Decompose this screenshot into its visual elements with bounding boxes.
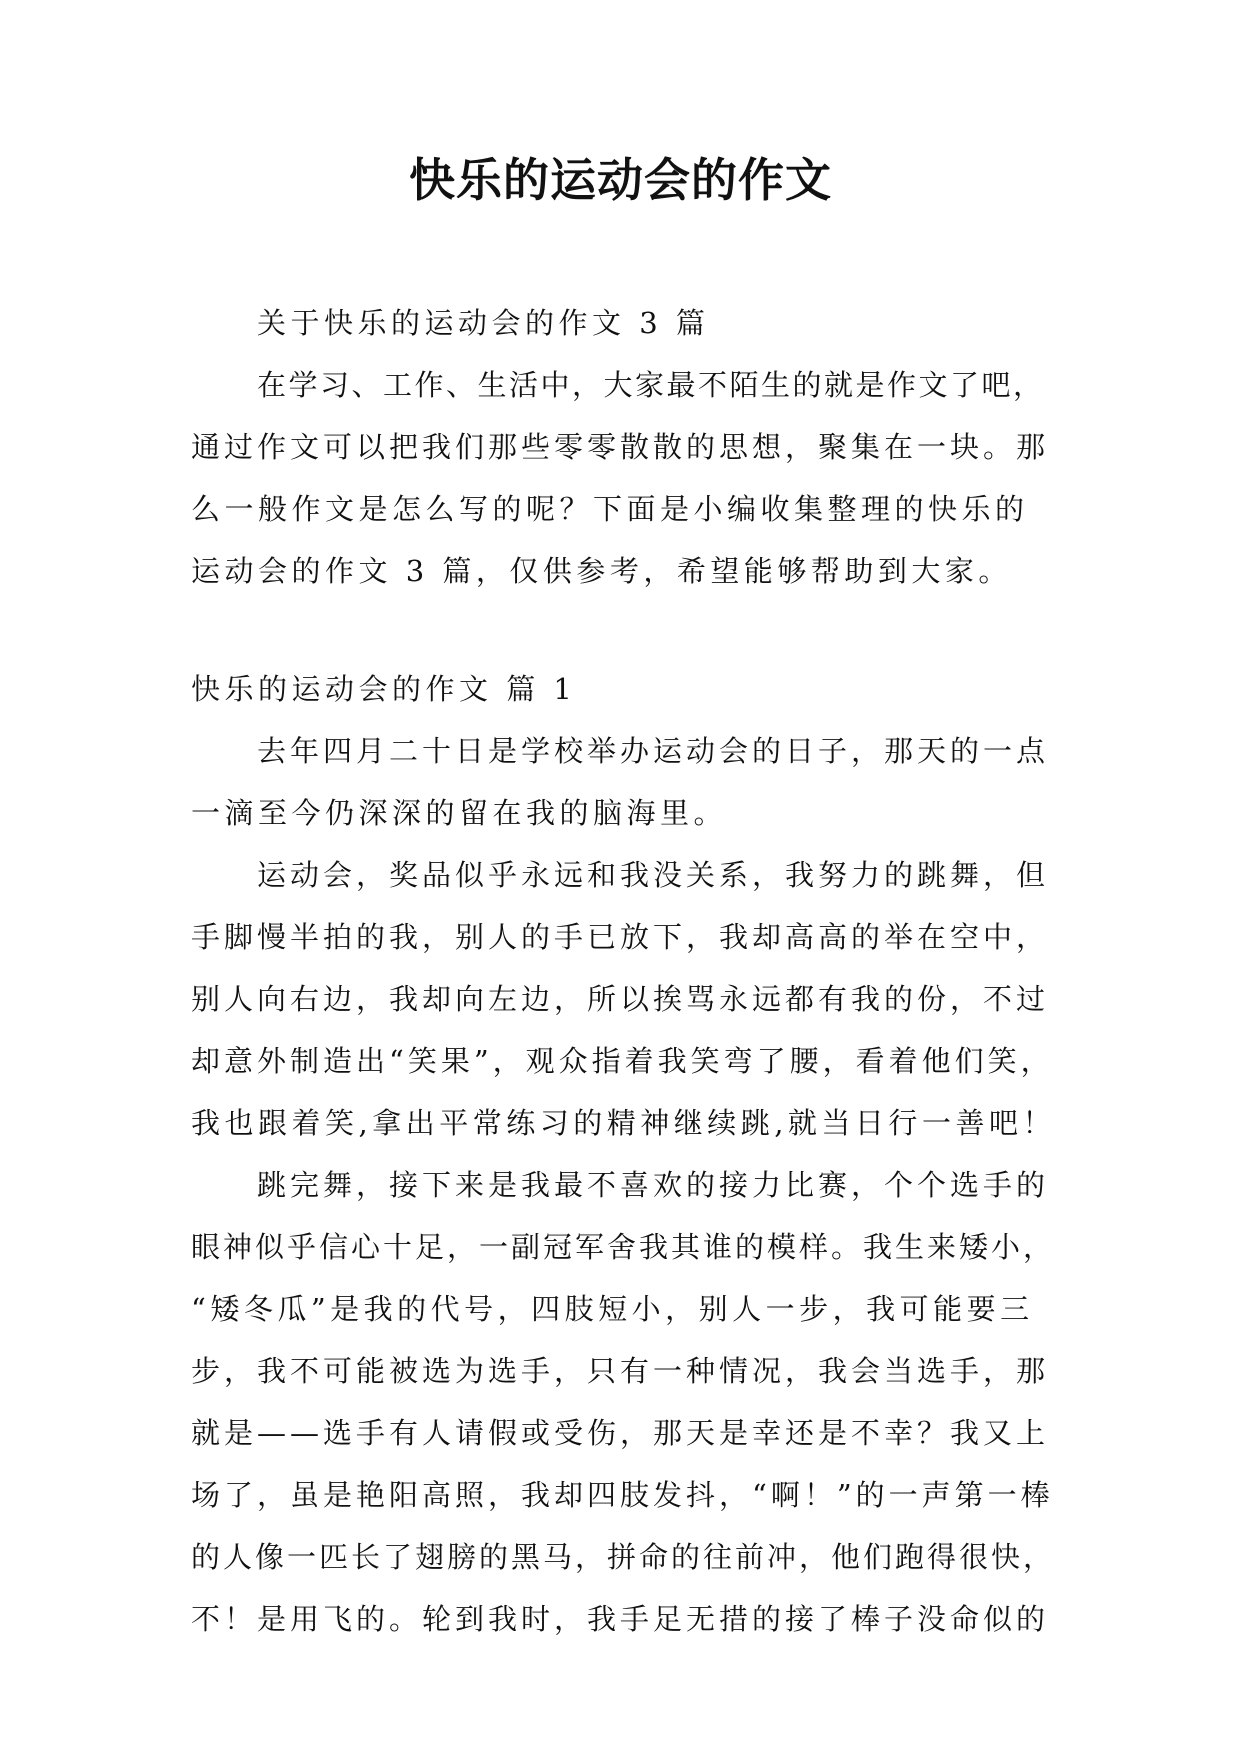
text-line: 步，我不可能被选为选手，只有一种情况，我会当选手，那 bbox=[191, 1354, 1050, 1388]
text-line: 眼神似乎信心十足，一副冠军舍我其谁的模样。我生来矮小， bbox=[191, 1230, 1056, 1264]
text-line: 别人向右边，我却向左边，所以挨骂永远都有我的份，不过 bbox=[191, 982, 1050, 1016]
text-line: “矮冬瓜”是我的代号，四肢短小，别人一步，我可能要三 bbox=[191, 1292, 1034, 1326]
text-line: 手脚慢半拍的我，别人的手已放下，我却高高的举在空中， bbox=[191, 920, 1050, 954]
text-line: 么一般作文是怎么写的呢？下面是小编收集整理的快乐的 bbox=[191, 492, 1029, 526]
document-title: 快乐的运动会的作文 bbox=[409, 153, 832, 207]
text-line: 运动会，奖品似乎永远和我没关系，我努力的跳舞，但 bbox=[257, 858, 1050, 892]
text-line: 去年四月二十日是学校举办运动会的日子，那天的一点 bbox=[257, 734, 1050, 768]
text-line: 一滴至今仍深深的留在我的脑海里。 bbox=[191, 796, 728, 830]
text-line: 就是——选手有人请假或受伤，那天是幸还是不幸？我又上 bbox=[191, 1416, 1050, 1450]
text-line: 却意外制造出“笑果”，观众指着我笑弯了腰，看着他们笑， bbox=[191, 1044, 1054, 1078]
text-line: 关于快乐的运动会的作文 3 篇 bbox=[257, 306, 710, 340]
text-line: 跳完舞，接下来是我最不喜欢的接力比赛，个个选手的 bbox=[257, 1168, 1050, 1202]
text-line: 不！是用飞的。轮到我时，我手足无措的接了棒子没命似的 bbox=[191, 1602, 1050, 1636]
text-line: 我也跟着笑,拿出平常练习的精神继续跳,就当日行一善吧！ bbox=[191, 1106, 1056, 1140]
text-line: 场了，虽是艳阳高照，我却四肢发抖，“啊！”的一声第一棒 bbox=[191, 1478, 1054, 1512]
section-heading: 快乐的运动会的作文 篇 1 bbox=[191, 672, 577, 706]
text-line: 运动会的作文 3 篇，仅供参考，希望能够帮助到大家。 bbox=[191, 554, 1012, 588]
document-body bbox=[191, 292, 1055, 1650]
text-line: 通过作文可以把我们那些零零散散的思想，聚集在一块。那 bbox=[191, 430, 1050, 464]
section-gap bbox=[191, 602, 1055, 658]
text-line: 在学习、工作、生活中，大家最不陌生的就是作文了吧， bbox=[257, 368, 1045, 402]
text-line: 的人像一匹长了翅膀的黑马，拼命的往前冲，他们跑得很快， bbox=[191, 1540, 1056, 1574]
